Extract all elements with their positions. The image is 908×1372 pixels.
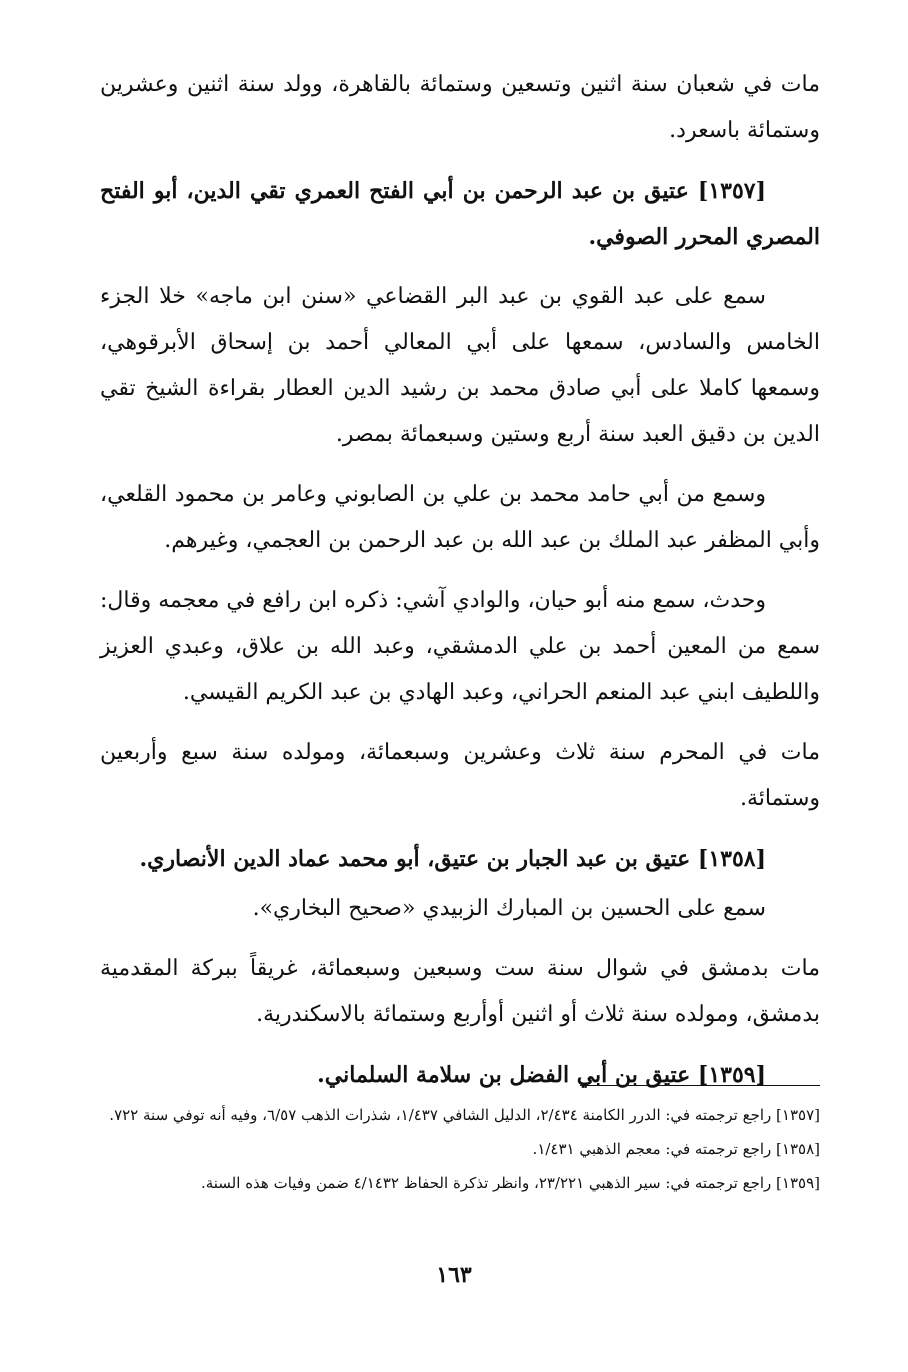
entry-1358-heading: [١٣٥٨] عتيق بن عبد الجبار بن عتيق، أبو محمد عماد الدين الأنصاري. bbox=[139, 846, 766, 872]
main-text bbox=[100, 62, 820, 1112]
paragraph-1357-hearing: سمع على عبد القوي بن عبد البر القضاعي «سنن ابن ماجه» خلا الجزء الخامس والسادس، سمعها على أبي المعالي أحمد بن إسحاق الأبرقوهي، وسمعها كاملا على أبي صادق محمد بن رشيد الدين العطار بقراءة الشيخ تقي الدين بن دقيق العبد سنة أربع وستين وسبعمائة بمصر. bbox=[100, 284, 820, 447]
entry-1359-heading: [١٣٥٩] عتيق بن أبي الفضل بن سلامة السلماني. bbox=[317, 1062, 766, 1088]
paragraph-1358-death: مات بدمشق في شوال سنة ست وسبعين وسبعمائة، غريقاً ببركة المقدمية بدمشق، ومولده سنة ثلاث أو اثنين أوأربع وستمائة بالاسكندرية. bbox=[100, 956, 820, 1027]
paragraph-1357-death: مات في المحرم سنة ثلاث وعشرين وسبعمائة، ومولده سنة سبع وأربعين وستمائة. bbox=[100, 740, 820, 811]
paragraph-1357-teachers: وسمع من أبي حامد محمد بن علي بن الصابوني وعامر بن محمود القلعي، وأبي المظفر عبد الملك بن عبد الله بن عبد الرحمن بن العجمي، وغيرهم. bbox=[100, 482, 820, 553]
entry-1357-heading: [١٣٥٧] عتيق بن عبد الرحمن بن أبي الفتح العمري تقي الدين، أبو الفتح المصري المحرر الصوفي. bbox=[100, 178, 820, 250]
paragraph-1357-narration: وحدث، سمع منه أبو حيان، والوادي آشي: ذكره ابن رافع في معجمه وقال: سمع من المعين أحمد بن علي الدمشقي، وعبد الله بن علاق، وعبدي العزيز واللطيف ابني عبد المنعم الحراني، وعبد الهادي بن عبد الكريم القيسي. bbox=[100, 588, 820, 705]
footnote-1359: [١٣٥٩] راجع ترجمته في: سير الذهبي ٢٣/٢٢١، وانظر تذكرة الحفاظ ٤/١٤٣٢ ضمن وفيات هذه السنة. bbox=[200, 1174, 820, 1192]
footnote-1357: [١٣٥٧] راجع ترجمته في: الدرر الكامنة ٢/٤٣٤، الدليل الشافي ١/٤٣٧، شذرات الذهب ٦/٥٧، وفيه أنه توفي سنة ٧٢٢. bbox=[109, 1106, 820, 1124]
footnote-1358: [١٣٥٨] راجع ترجمته في: معجم الذهبي ١/٤٣١. bbox=[532, 1140, 820, 1158]
footnote-separator bbox=[580, 1085, 820, 1086]
paragraph-1358-hearing: سمع على الحسين بن المبارك الزبيدي «صحيح البخاري». bbox=[252, 896, 766, 921]
page-number: ١٦٣ bbox=[436, 1262, 472, 1288]
footnotes bbox=[100, 1100, 820, 1202]
paragraph-death-note: مات في شعبان سنة اثنين وتسعين وستمائة بالقاهرة، وولد سنة اثنين وعشرين وستمائة باسعرد. bbox=[100, 72, 820, 143]
